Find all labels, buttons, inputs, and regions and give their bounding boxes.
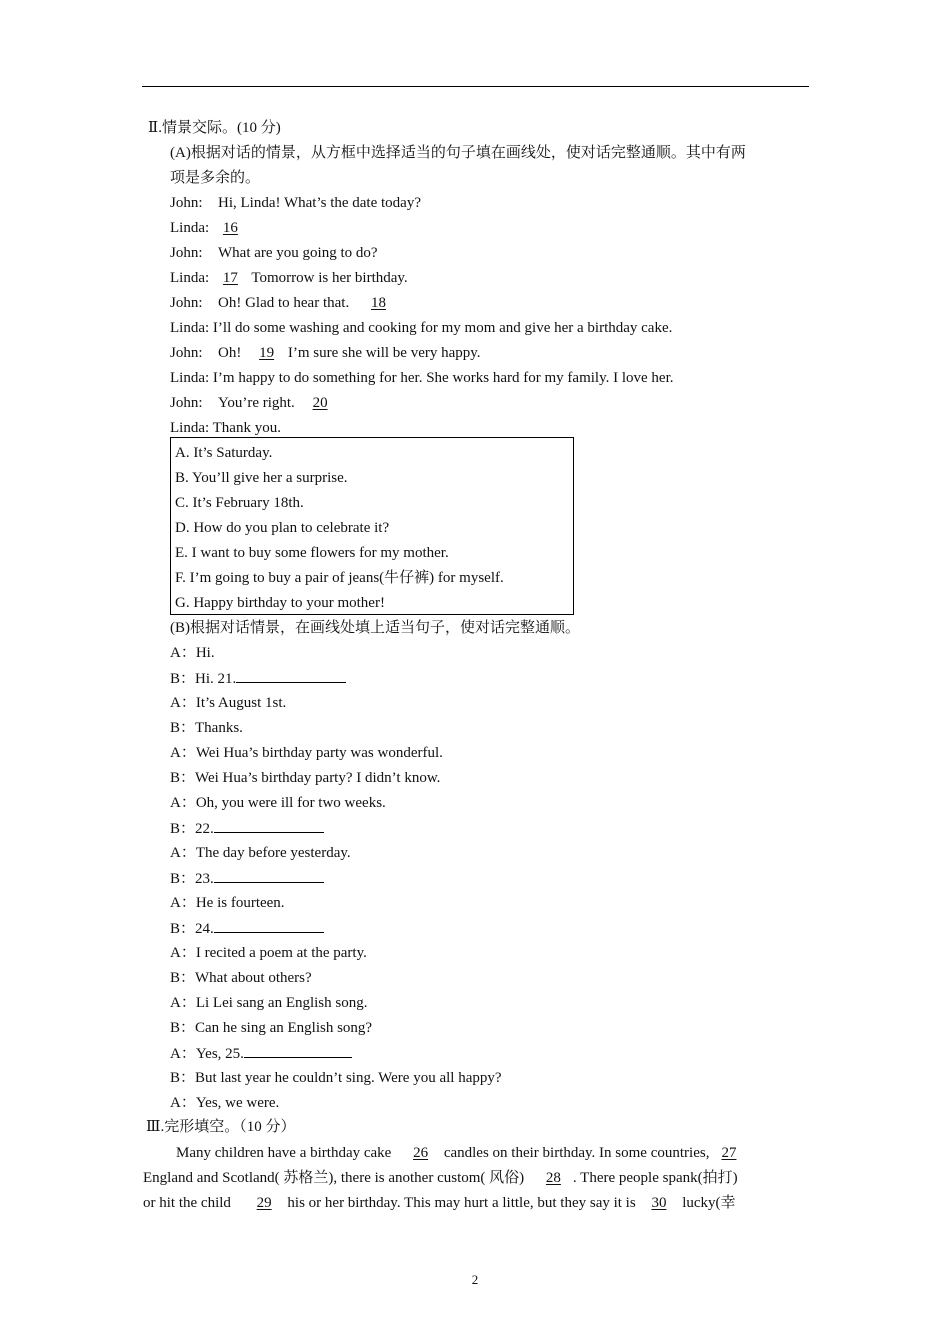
partA-instruction-2: 项是多余的。 [170, 170, 261, 186]
dialogue-line [170, 368, 674, 388]
option-f: F. I’m going to buy a pair of jeans(牛仔裤) for myself. [175, 570, 504, 586]
answer-blank-26[interactable]: 26 [413, 1145, 429, 1161]
speaker: A： [170, 845, 196, 861]
question-number: 22. [195, 821, 214, 837]
cloze-text: lucky(幸 [682, 1195, 736, 1211]
line-text: What about others? [195, 970, 312, 986]
dialogue-line [170, 793, 386, 813]
speaker: John: [170, 195, 203, 211]
line-text: Can he sing an English song? [195, 1020, 373, 1036]
dialogue-line [170, 868, 324, 889]
option-a: A. It’s Saturday. [175, 445, 273, 461]
dialogue-line [170, 218, 242, 238]
dialogue-line [170, 293, 392, 313]
speaker: A： [170, 895, 196, 911]
dialogue-line [170, 843, 351, 863]
cloze-line-2 [143, 1168, 738, 1188]
speaker: Linda: [170, 270, 210, 286]
speaker: B： [170, 770, 196, 786]
section2-title: Ⅱ.情景交际。(10 分) [148, 120, 281, 136]
answer-blank-19[interactable]: 19 [259, 345, 275, 361]
dialogue-line [170, 1068, 502, 1088]
line-text: I’ll do some washing and cooking for my mom and give her a birthday cake. [212, 320, 673, 336]
line-text: The day before yesterday. [195, 845, 351, 861]
question-number: 23. [195, 871, 214, 887]
line-text: But last year he couldn’t sing. Were you all happy? [195, 1070, 502, 1086]
line-text: Tomorrow is her birthday. [251, 270, 408, 286]
dialogue-line [170, 643, 215, 663]
answer-blank-27[interactable]: 27 [721, 1145, 737, 1161]
line-text: Wei Hua’s birthday party? I didn’t know. [195, 770, 441, 786]
partA-instruction-1: (A)根据对话的情景，从方框中选择适当的句子填在画线处，使对话完整通顺。其中有两 [170, 145, 746, 161]
dialogue-line [170, 893, 285, 913]
dialogue-line [170, 1018, 372, 1038]
answer-blank-17[interactable]: 17 [222, 270, 238, 286]
speaker: A： [170, 945, 196, 961]
question-number: 25. [225, 1046, 244, 1062]
line-text: Oh! Glad to hear that. [218, 295, 350, 311]
section3-title: Ⅲ.完形填空。（10 分） [146, 1119, 296, 1135]
dialogue-line [170, 393, 340, 413]
line-text: You’re right. [218, 395, 295, 411]
dialogue-line [170, 818, 324, 839]
speaker: B： [170, 821, 196, 837]
line-text: Li Lei sang an English song. [195, 995, 368, 1011]
speaker: Linda: [170, 220, 210, 236]
cloze-text: candles on their birthday. In some countries, [443, 1145, 710, 1161]
dialogue-line [170, 943, 367, 963]
question-number: 21. [217, 671, 237, 687]
cloze-line-3 [143, 1193, 736, 1213]
option-g: G. Happy birthday to your mother! [175, 595, 385, 611]
speaker: John: [170, 245, 203, 261]
speaker: John: [170, 295, 203, 311]
speaker: B： [170, 1070, 196, 1086]
cloze-text: England and Scotland( 苏格兰), there is another custom( 风俗) [143, 1170, 525, 1186]
speaker: Linda: [170, 370, 210, 386]
speaker: B： [170, 921, 196, 937]
speaker: Linda: [170, 420, 210, 436]
dialogue-line [170, 268, 408, 288]
option-c: C. It’s February 18th. [175, 495, 304, 511]
line-text: Oh, you were ill for two weeks. [195, 795, 386, 811]
answer-blank-25[interactable] [244, 1043, 352, 1058]
dialogue-line [170, 693, 286, 713]
speaker: A： [170, 645, 196, 661]
dialogue-line [170, 768, 440, 788]
line-text: Yes, [195, 1046, 222, 1062]
cloze-line-1 [176, 1143, 750, 1163]
dialogue-line [170, 1043, 352, 1064]
dialogue-line [170, 718, 243, 738]
speaker: A： [170, 1046, 196, 1062]
option-e: E. I want to buy some flowers for my mother. [175, 545, 449, 561]
dialogue-line [170, 243, 378, 263]
line-text: He is fourteen. [195, 895, 285, 911]
speaker: John: [170, 395, 203, 411]
speaker: B： [170, 1020, 196, 1036]
answer-blank-16[interactable]: 16 [222, 220, 238, 236]
line-text: Hi. [195, 671, 214, 687]
line-text: Oh! [218, 345, 242, 361]
dialogue-line [170, 668, 346, 689]
dialogue-line [170, 993, 368, 1013]
speaker: B： [170, 970, 196, 986]
answer-blank-22[interactable] [214, 818, 324, 833]
dialogue-line [170, 193, 421, 213]
option-d: D. How do you plan to celebrate it? [175, 520, 390, 536]
line-text: Wei Hua’s birthday party was wonderful. [195, 745, 443, 761]
partB-instruction: (B)根据对话情景，在画线处填上适当句子，使对话完整通顺。 [170, 620, 580, 636]
line-text: It’s August 1st. [195, 695, 287, 711]
answer-blank-23[interactable] [214, 868, 324, 883]
speaker: Linda: [170, 320, 210, 336]
answer-blank-20[interactable]: 20 [312, 395, 328, 411]
line-text: What are you going to do? [218, 245, 378, 261]
dialogue-line [170, 318, 672, 338]
line-text: Thank you. [212, 420, 281, 436]
top-rule [142, 86, 809, 87]
speaker: John: [170, 345, 203, 361]
dialogue-line [170, 1093, 279, 1113]
answer-blank-21[interactable] [236, 668, 346, 683]
speaker: A： [170, 695, 196, 711]
speaker: B： [170, 871, 196, 887]
line-text: I’m sure she will be very happy. [287, 345, 481, 361]
dialogue-line [170, 743, 443, 763]
cloze-text: . There people spank(拍打) [572, 1170, 738, 1186]
line-text: Yes, we were. [195, 1095, 280, 1111]
answer-blank-18[interactable]: 18 [370, 295, 386, 311]
cloze-text: Many children have a birthday cake [176, 1145, 392, 1161]
answer-blank-24[interactable] [214, 918, 324, 933]
dialogue-line [170, 918, 324, 939]
question-number: 24. [195, 921, 214, 937]
speaker: B： [170, 671, 196, 687]
line-text: Hi, Linda! What’s the date today? [218, 195, 421, 211]
speaker: A： [170, 745, 196, 761]
speaker: A： [170, 795, 196, 811]
option-b: B. You’ll give her a surprise. [175, 470, 348, 486]
speaker: B： [170, 720, 196, 736]
dialogue-line [170, 968, 312, 988]
line-text: I’m happy to do something for her. She works hard for my family. I love her. [212, 370, 674, 386]
speaker: A： [170, 1095, 196, 1111]
speaker: A： [170, 995, 196, 1011]
line-text: Thanks. [195, 720, 243, 736]
cloze-text: or hit the child [143, 1195, 231, 1211]
dialogue-line [170, 418, 281, 438]
page-number: 2 [471, 1272, 479, 1287]
cloze-text: his or her birthday. This may hurt a little, but they say it is [287, 1195, 636, 1211]
answer-blank-30[interactable]: 30 [651, 1195, 667, 1211]
answer-blank-29[interactable]: 29 [256, 1195, 272, 1211]
line-text: I recited a poem at the party. [195, 945, 367, 961]
answer-blank-28[interactable]: 28 [545, 1170, 561, 1186]
line-text: Hi. [195, 645, 215, 661]
dialogue-line [170, 343, 481, 363]
